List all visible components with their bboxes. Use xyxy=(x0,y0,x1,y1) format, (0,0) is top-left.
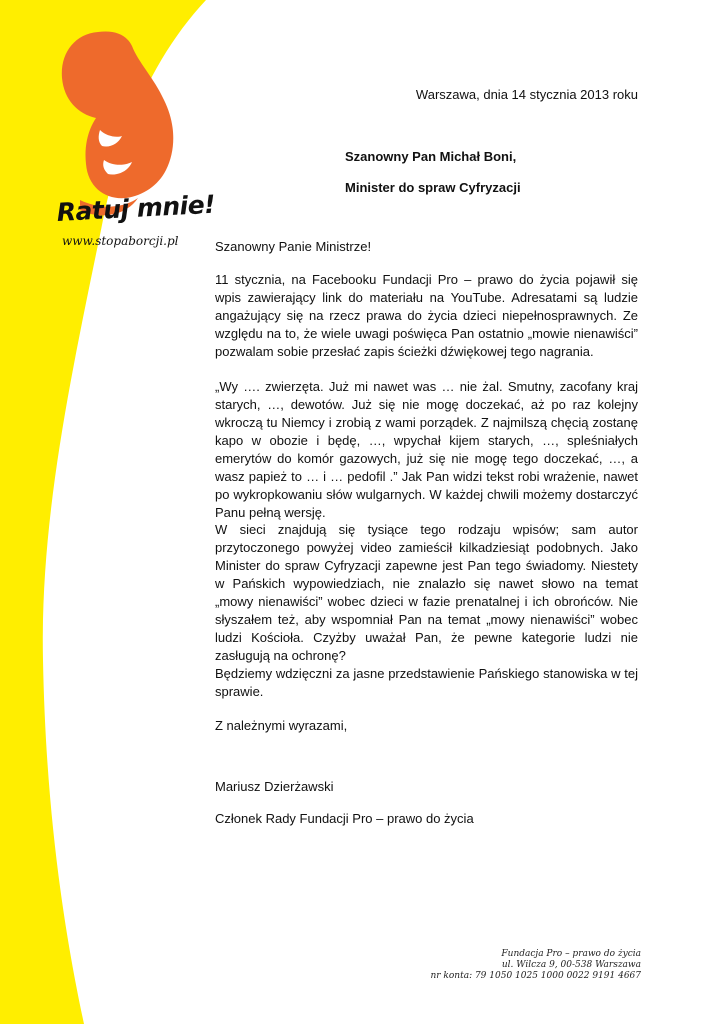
logo-title: Ratuj mnie! xyxy=(56,189,216,227)
paragraph-4: Będziemy wdzięczni za jasne przedstawienie Pańskiego stanowiska w tej sprawie. xyxy=(215,666,638,699)
signature-name: Mariusz Dzierżawski xyxy=(215,779,334,794)
signature-role: Członek Rady Fundacji Pro – prawo do życia xyxy=(215,811,474,826)
closing: Z należnymi wyrazami, xyxy=(215,718,348,733)
footer xyxy=(430,949,641,982)
paragraph-1: 11 stycznia, na Facebooku Fundacji Pro – prawo do życia pojawił się wpis zawierający link do materiału na YouTube. Adresatami są ludzie angażujący się na rzecz prawa do życia dzieci niepełnosprawnych. Ze względu na to, że wiele uwagi poświęca Pan ostatnio „mowie nienawiści” pozwalam sobie przesłać zapis ścieżki dźwiękowej tego nagrania. xyxy=(215,272,638,359)
recipient-title: Minister do spraw Cyfryzacji xyxy=(345,180,521,195)
logo-website: www.stopaborcji.pl xyxy=(62,234,179,248)
greeting: Szanowny Panie Ministrze! xyxy=(215,239,372,254)
footer-org: Fundacja Pro – prawo do życia xyxy=(501,949,641,959)
footer-address: ul. Wilcza 9, 00-538 Warszawa xyxy=(501,960,641,970)
letter-date: Warszawa, dnia 14 stycznia 2013 roku xyxy=(415,87,638,102)
footer-account: nr konta: 79 1050 1025 1000 0022 9191 4667 xyxy=(430,971,641,981)
recipient-name: Szanowny Pan Michał Boni, xyxy=(345,149,517,164)
paragraph-3: W sieci znajdują się tysiące tego rodzaju wpisów; sam autor przytoczonego powyżej video zamieścił kilkadziesiąt podobnych. Jako Minister do spraw Cyfryzacji zapewne jest Pan tego świadomy. Niestety w Pańskich wypowiedziach, nie znalazło się nawet słowo na temat „mowy nienawiści” wobec dzieci w fazie prenatalnej i ich obrońców. Nie słyszałem też, aby wspomniał Pan na temat „mowy nienawiści” wobec ludzi Kościoła. Czyżby uważał Pan, że pewne kategorie ludzi nie zasługują na ochronę? xyxy=(215,522,638,663)
paragraph-2: „Wy …. zwierzęta. Już mi nawet was … nie żal. Smutny, zacofany kraj starych, …, dewotów. Już się nie mogę doczekać, aż po raz kolejny wkroczą tu Niemcy i zrobią z wami porządek. Z najmilszą chęcią zostanę kapo w obozie i będę, …, wpychał kijem starych, …, spleśniałych emerytów do komór gazowych, już się nie mogę tego doczekać, …, a wasz papież to … i … pedofil .” Jak Pan widzi tekst robi wrażenie, nawet po wykropkowaniu słów wulgarnych. W każdej chwili możemy dostarczyć Panu pełną wersję. xyxy=(215,379,638,520)
